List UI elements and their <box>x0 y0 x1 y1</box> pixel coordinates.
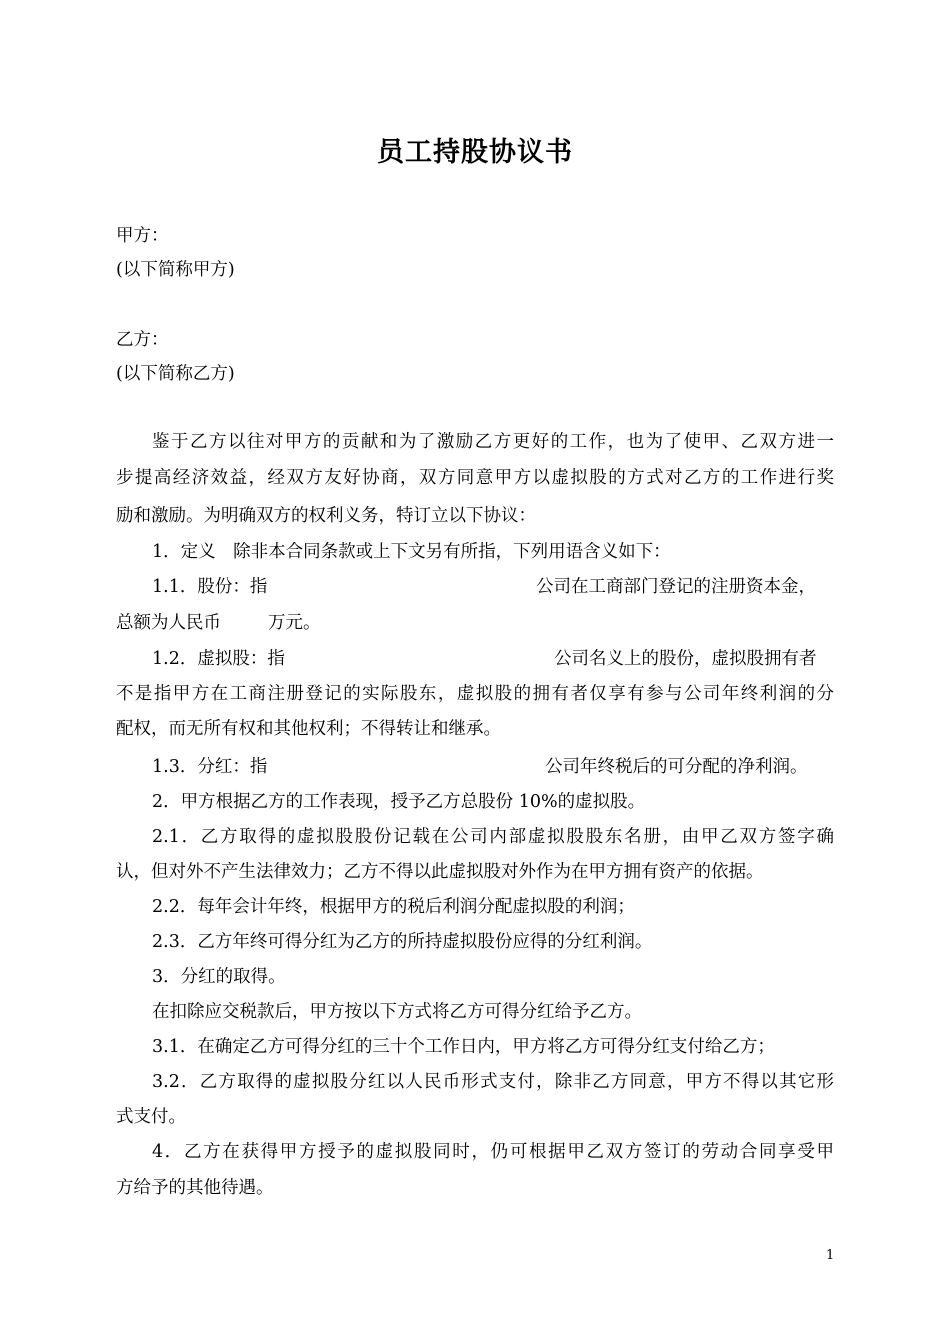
section-2: 2．甲方根据乙方的工作表现，授予乙方总股份 10%的虚拟股。 <box>152 792 646 812</box>
party-a-label: 甲方： <box>116 226 169 246</box>
section-4-line-2: 方给予的其他待遇。 <box>116 1178 274 1198</box>
clause-1-2-cont-2: 配权，而无所有权和其他权利；不得转让和继承。 <box>116 719 501 739</box>
clause-1-1-cont-b: 万元。 <box>268 613 321 633</box>
intro-line-2: 步提高经济效益，经双方友好协商，双方同意甲方以虚拟股的方式对乙方的工作进行奖 <box>116 468 834 488</box>
clause-2-1-line-1: 2.1．乙方取得的虚拟股股份记载在公司内部虚拟股股东名册，由甲乙双方签字确 <box>152 827 834 847</box>
party-a-alias: (以下简称甲方) <box>116 260 235 280</box>
clause-1-2-end: 公司名义上的股份，虚拟股拥有者 <box>554 649 817 669</box>
intro-line-1: 鉴于乙方以往对甲方的贡献和为了激励乙方更好的工作，也为了使甲、乙双方进一 <box>152 432 834 452</box>
clause-3-2-line-2: 式支付。 <box>116 1107 186 1127</box>
section-1-definitions: 1．定义 除非本合同条款或上下文另有所指，下列用语含义如下： <box>152 542 671 562</box>
clause-1-3-end: 公司年终税后的可分配的净利润。 <box>545 757 808 777</box>
page-number: 1 <box>826 1248 835 1263</box>
section-4-line-1: 4．乙方在获得甲方授予的虚拟股同时，仍可根据甲乙双方签订的劳动合同享受甲 <box>152 1142 834 1162</box>
party-b-label: 乙方： <box>116 330 169 350</box>
section-3-intro: 在扣除应交税款后，甲方按以下方式将乙方可得分红给予乙方。 <box>152 1002 642 1022</box>
clause-1-1-start: 1.1．股份：指 <box>152 577 268 597</box>
clause-3-2-line-1: 3.2．乙方取得的虚拟股分红以人民币形式支付，除非乙方同意，甲方不得以其它形 <box>152 1072 834 1092</box>
clause-2-3: 2.3．乙方年终可得分红为乙方的所持虚拟股份应得的分红利润。 <box>152 932 653 952</box>
document-title: 员工持股协议书 <box>377 137 573 168</box>
intro-line-3: 励和激励。为明确双方的权利义务，特订立以下协议： <box>116 506 536 526</box>
party-b-alias: (以下简称乙方) <box>116 364 235 384</box>
clause-2-1-line-2: 认，但对外不产生法律效力；乙方不得以此虚拟股对外作为在甲方拥有资产的依据。 <box>116 862 764 882</box>
clause-1-3-start: 1.3．分红：指 <box>152 757 268 777</box>
clause-2-2: 2.2．每年会计年终，根据甲方的税后利润分配虚拟股的利润； <box>152 897 635 917</box>
clause-1-2-cont-1: 不是指甲方在工商注册登记的实际股东，虚拟股的拥有者仅享有参与公司年终利润的分 <box>116 684 834 704</box>
clause-1-2-start: 1.2．虚拟股：指 <box>152 649 285 669</box>
clause-1-1-cont-a: 总额为人民币 <box>116 613 221 633</box>
section-3: 3．分红的取得。 <box>152 967 286 987</box>
clause-1-1-end: 公司在工商部门登记的注册资本金， <box>536 577 816 597</box>
clause-3-1: 3.1．在确定乙方可得分红的三十个工作日内，甲方将乙方可得分红支付给乙方； <box>152 1037 775 1057</box>
